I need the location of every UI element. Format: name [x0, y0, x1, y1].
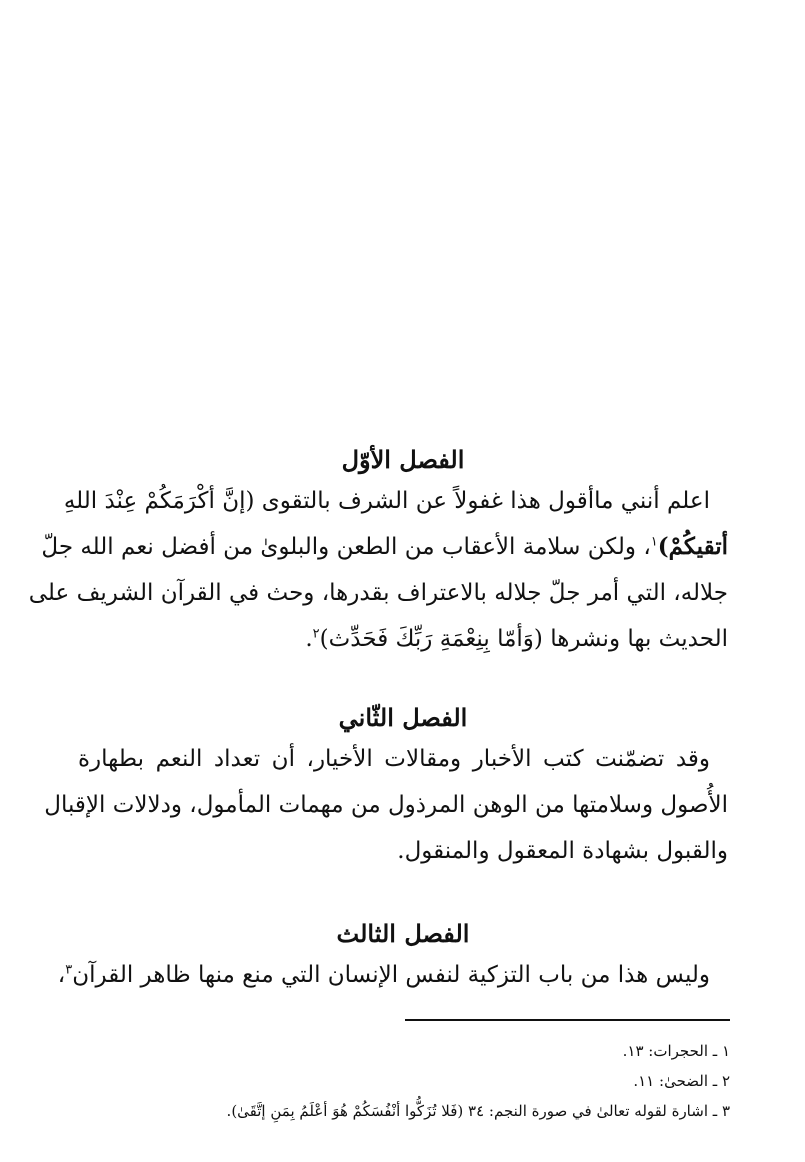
quran-quote: أتقيكُمْ) [657, 533, 728, 560]
text-line [78, 736, 728, 782]
text-line [44, 782, 728, 828]
chapter-section-3 [57, 916, 728, 998]
text-line-content: ، ولكن سلامة الأعقاب من الطعن والبلوىٰ من أفضل نعم الله جلّ [41, 534, 651, 560]
footnote-ref: ٢ [312, 626, 320, 642]
text-line [28, 570, 728, 616]
footnotes [150, 1036, 730, 1126]
chapter-section-2 [44, 700, 728, 874]
text-line-content: وليس هذا من باب التزكية لنفس الإنسان التي منع منها ظاهر القرآن [72, 962, 710, 988]
section-paragraph [44, 736, 728, 874]
chapter-section-1 [28, 442, 728, 662]
text-line-content: الحديث بها ونشرها (وَأمّا بِنِعْمَةِ رَبِّكَ فَحَدِّث) [319, 626, 728, 652]
text-line [41, 524, 728, 570]
section-heading: الفصل الأوّل [341, 445, 465, 474]
section-paragraph [28, 478, 728, 662]
text-line-content: اعلم أنني ماأقول هذا غفولاً عن الشرف بالتقوى (إنَّ أكْرَمَكُمْ عِنْدَ اللهِ [63, 488, 710, 514]
footnote-item: ١ ـ الحجرات: ١٣. [622, 1042, 730, 1060]
text-line [78, 616, 728, 662]
footnote-item: ٢ ـ الضحىٰ: ١١. [633, 1072, 730, 1090]
text-line-content: جلاله، التي أمر جلّ جلاله بالاعتراف بقدرها، وحث في القرآن الشريف على [28, 580, 728, 606]
section-heading: الفصل الثّاني [338, 703, 468, 732]
text-line-content: والقبول بشهادة المعقول والمنقول. [397, 838, 728, 864]
section-heading: الفصل الثالث [336, 919, 470, 948]
footnote-item: ٣ ـ اشارة لقوله تعالىٰ في صورة النجم: ٣٤ (فَلا تُزَكُّوا أنْفُسَكُمْ هُوَ أعْلَمُ بِمَنِ إتَّقَىٰ). [226, 1102, 730, 1120]
footnote-ref: ١ [650, 534, 658, 550]
section-paragraph [57, 952, 728, 998]
text-line [78, 828, 728, 874]
text-line [63, 478, 728, 524]
text-line [57, 952, 728, 998]
text-line-content: . [305, 626, 313, 652]
text-line-content: ، [57, 962, 66, 988]
footnote-divider [405, 1019, 730, 1021]
footnote-ref: ٣ [65, 962, 73, 978]
text-line-content: وقد تضمّنت كتب الأخبار ومقالات الأخيار، أن تعداد النعم بطهارة [78, 746, 710, 772]
text-line-content: الأُصول وسلامتها من الوهن المرذول من مهمات المأمول، ودلالات الإقبال [44, 792, 728, 818]
